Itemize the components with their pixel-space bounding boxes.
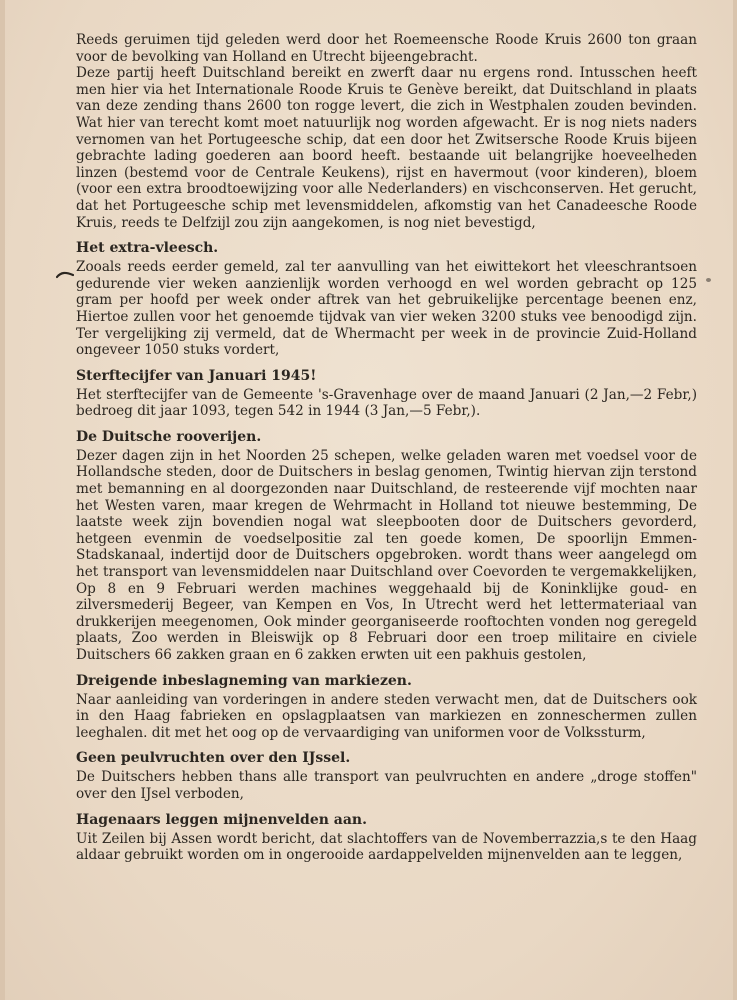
section-heading-mijnenvelden: Hagenaars leggen mijnenvelden aan. [76, 811, 367, 828]
intro-paragraph-2: Deze partij heeft Duitschland bereikt en zwerft daar nu ergens rond. Intusschen heeft men hier via het Internationale Roode Kruis te Genève bereikt, dat Duitschland in plaats van deze zending thans 2600 ton rogge levert, die zich in Westphalen zouden bevinden. Wat hier van terecht komt moet natuurlijk nog worden afgewacht. Er is nog niets naders vernomen van het Portugeesche schip, dat een door het Zwitsersche Roode Kruis bijeen gebrachte lading goederen aan boord heeft. bestaande uit belangrijke hoeveelheden linzen (bestemd voor de Centrale Keukens), rijst en havermout (voor kinderen), bloem (voor een extra broodtoewijzing voor alle Nederlanders) en vischconserven. Het gerucht, dat het Portugeesche schip met levensmiddelen, afkomstig van het Canadeesche Roode Kruis, reeds te Delfzijl zou zijn aangekomen, is nog niet bevestigd, [76, 65, 697, 231]
intro-paragraph-1: Reeds geruimen tijd geleden werd door het Roemeensche Roode Kruis 2600 ton graan voor de bevolking van Holland en Utrecht bijeengebracht. [76, 32, 697, 65]
page-edge-right [733, 0, 737, 1000]
section-body-markiezen: Naar aanleiding van vorderingen in andere steden verwacht men, dat de Duitschers ook in den Haag fabrieken en opslagplaatsen van markiezen en zonneschermen zullen leeghalen. dit met het oog op de vervaardiging van uniformen voor de Volkssturm, [76, 691, 697, 741]
section-body-peulvruchten: De Duitschers hebben thans alle transport van peulvruchten en andere „droge stoffen" over den IJsel verboden, [76, 769, 697, 802]
section-heading-extra-vleesch: Het extra-vleesch. [76, 240, 219, 257]
section-body-rooverijen: Dezer dagen zijn in het Noorden 25 schepen, welke geladen waren met voedsel voor de Hollandsche steden, door de Duitschers in beslag genomen, Twintig hiervan zijn terstond met bemanning en al doorgezonden naar Duitschland, de resteerende vijf mochten naar het Westen varen, maar kregen de Wehrmacht in Holland tot nieuwe bestemming, De laatste week zijn bovendien nogal wat sleepbooten door de Duitschers gevorderd, hetgeen evenmin de voedselpositie zal ten goede komen, De spoorlijn Emmen-Stadskanaal, indertijd door de Duitschers opgebroken. wordt thans weer aangelegd om het transport van levensmiddelen naar Duitschland over Coevorden te vergemakkelijken, Op 8 en 9 Februari werden machines weggehaald bij de Koninklijke goud- en zilversmederij Begeer, van Kempen en Vos, In Utrecht werd het lettermateriaal van drukkerijen meegenomen, Ook minder georganiseerde rooftochten vonden nog geregeld plaats, Zoo werden in Bleiswijk op 8 Februari door een troep militaire en civiele Duitschers 66 zakken graan en 6 zakken erwten uit een pakhuis gestolen, [76, 447, 697, 663]
section-heading-peulvruchten: Geen peulvruchten over den IJssel. [76, 750, 351, 767]
pen-mark-icon [56, 271, 74, 279]
section-body-extra-vleesch: Zooals reeds eerder gemeld, zal ter aanvulling van het eiwittekort het vleeschrantsoen gedurende vier weken aanzienlijk worden verhoogd en wel worden gebracht op 125 gram per hoofd per week onder aftrek van het gebruikelijke percentage beenen enz, Hiertoe zullen voor het genoemde tijdvak van vier weken 3200 stuks vee benoodigd zijn. Ter vergelijking zij vermeld, dat de Whermacht per week in de provincie Zuid-Holland ongeveer 1050 stuks vordert, [76, 259, 697, 359]
page-edge-left [0, 0, 5, 1000]
section-heading-rooverijen: De Duitsche rooverijen. [76, 428, 262, 445]
section-heading-markiezen: Dreigende inbeslagneming van markiezen. [76, 672, 412, 689]
paper-speck [706, 278, 711, 282]
section-heading-sterftecijfer: Sterftecijfer van Januari 1945! [76, 367, 317, 384]
section-body-mijnenvelden: Uit Zeilen bij Assen wordt bericht, dat slachtoffers van de Novemberrazzia,s te den Haag aldaar gebruikt worden om in ongerooide aardappelvelden mijnenvelden aan te leggen, [76, 830, 697, 864]
article-body [76, 32, 697, 864]
section-body-sterftecijfer: Het sterftecijfer van de Gemeente 's-Gravenhage over de maand Januari (2 Jan,—2 Febr,) bedroeg dit jaar 1093, tegen 542 in 1944 (3 Jan,—5 Febr,). [76, 386, 697, 420]
